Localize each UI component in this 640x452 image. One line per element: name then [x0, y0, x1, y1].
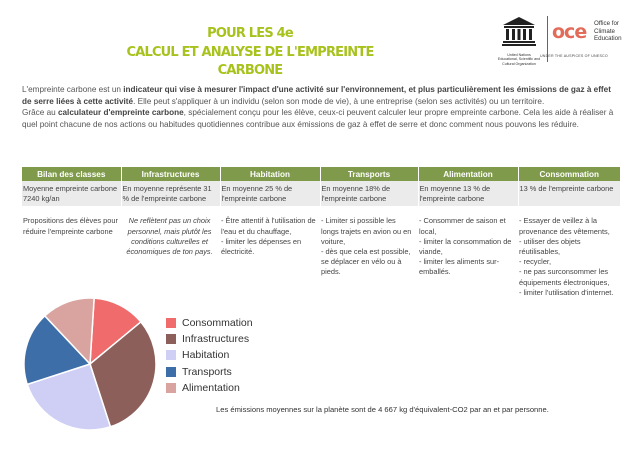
header-bilan: Bilan des classes	[22, 167, 121, 181]
table-cell: En moyenne 25 % de l'empreinte carbone	[220, 181, 320, 206]
table-header-row	[22, 167, 620, 181]
table-cell: Propositions des élèves pour réduire l'empreinte carbone	[23, 216, 118, 236]
legend-item-habitation	[166, 347, 253, 363]
intro-paragraph-1	[22, 84, 622, 107]
legend-item-alimentation	[166, 380, 253, 396]
legend-label: Habitation	[182, 349, 230, 362]
intro-p2-c: , spécialement conçu pour les élève, ceux-ci peuvent calculer leur propre empreinte carbone. Cela les aide à réaliser à quel point chacune de nos actions ou habitudes quotidiennes contribue aux émissions de gaz à effet de serre et donc comment nous pouvons les réduire.	[22, 108, 614, 129]
unesco-logo	[497, 16, 541, 66]
list-item: - limiter les aliments sur-emballés.	[419, 257, 500, 277]
legend-item-infrastructures	[166, 331, 253, 347]
table-cell: En moyenne 13 % de l'empreinte carbone	[418, 181, 518, 206]
unesco-caption: United Nations Educational, Scientific and Cultural Organization	[497, 53, 541, 66]
legend-swatch	[166, 383, 176, 393]
legend-label: Transports	[182, 365, 232, 378]
table-cell: Ne reflètent pas un choix personnel, mais plutôt les conditions culturelles et économiques de ton pays.	[126, 216, 213, 257]
header-infrastructures: Infrastructures	[121, 167, 220, 181]
list-item: - Limiter si possible les longs trajets en avion ou en voiture,	[321, 216, 412, 246]
intro-p1-a: L'empreinte carbone est un	[22, 85, 124, 94]
intro-text	[22, 84, 622, 130]
table-cell: En moyenne 18% de l'empreinte carbone	[320, 181, 418, 206]
legend-swatch	[166, 350, 176, 360]
table-cell	[220, 206, 320, 300]
legend-swatch	[166, 367, 176, 377]
intro-p1-c: . Elle peut s'appliquer à un individu (selon son mode de vie), à une entreprise (selon ses activités) ou un territoire.	[133, 96, 545, 106]
table-row	[22, 181, 620, 206]
legend-label: Consommation	[182, 317, 253, 330]
table-cell	[320, 206, 418, 300]
list-item: - limiter l'utilisation d'internet.	[519, 287, 614, 297]
list-item: - Consommer de saison et local,	[419, 216, 506, 236]
list-item: - recycler,	[519, 257, 552, 267]
legend-swatch	[166, 318, 176, 328]
list-item: - Être attentif à l'utilisation de l'eau et du chauffage,	[221, 216, 316, 236]
oce-logo	[540, 16, 637, 66]
intro-paragraph-2	[22, 107, 622, 130]
table-cell: Moyenne empreinte carbone 7240 kg/an	[22, 181, 121, 206]
list-item: - limiter les dépenses en électricité.	[221, 236, 302, 257]
legend-item-consommation	[166, 315, 253, 331]
document-title	[100, 26, 400, 80]
table-row	[22, 206, 620, 300]
oce-name: Office for Climate Education	[594, 20, 622, 42]
legend-swatch	[166, 334, 176, 344]
intro-p1-bold: indicateur qui vise à mesurer l'impact d'une activité sur l'environnement, et plus particulièrement les émissions de gaz à effet de serre liées à cette activité	[22, 85, 611, 106]
pie-chart	[23, 297, 157, 431]
table-cell	[418, 206, 518, 300]
oce-mark: oce	[552, 21, 587, 43]
legend-item-transports	[166, 364, 253, 380]
title-line-1: POUR LES 4e	[207, 26, 293, 41]
header-transports: Transports	[320, 167, 418, 181]
header-habitation: Habitation	[220, 167, 320, 181]
list-item: - utiliser des objets réutilisables,	[519, 236, 581, 257]
list-item: - ne pas surconsommer les équipements électroniques,	[519, 267, 610, 287]
list-item: - limiter la consommation de viande,	[419, 236, 512, 257]
oce-tagline: UNDER THE AUSPICES OF UNESCO	[540, 54, 608, 58]
header-consommation: Consommation	[518, 167, 620, 181]
list-item: - dès que cela est possible, se déplacer en vélo ou à pieds.	[321, 247, 411, 277]
list-item: - Essayer de veillez à la provenance des vêtements,	[519, 216, 610, 236]
table-cell	[518, 206, 620, 300]
header-alimentation: Alimentation	[418, 167, 518, 181]
table-cell: En moyenne représente 31 % de l'empreinte carbone	[121, 181, 220, 206]
table-cell: 13 % de l'empreinte carbone	[518, 181, 620, 206]
title-line-2: CALCUL ET ANALYSE DE L'EMPREINTE CARBONE	[126, 45, 374, 78]
intro-p2-a: Grâce au	[22, 108, 58, 118]
intro-p2-bold: calculateur d'empreinte carbone	[57, 108, 184, 118]
unesco-temple-icon	[502, 16, 536, 46]
pie-legend	[166, 315, 253, 396]
footprint-table	[22, 167, 621, 300]
legend-label: Alimentation	[182, 381, 240, 394]
legend-label: Infrastructures	[182, 333, 250, 346]
footer-note: Les émissions moyennes sur la planète sont de 4 667 kg d'équivalent-CO2 par an et par personne.	[216, 405, 549, 414]
